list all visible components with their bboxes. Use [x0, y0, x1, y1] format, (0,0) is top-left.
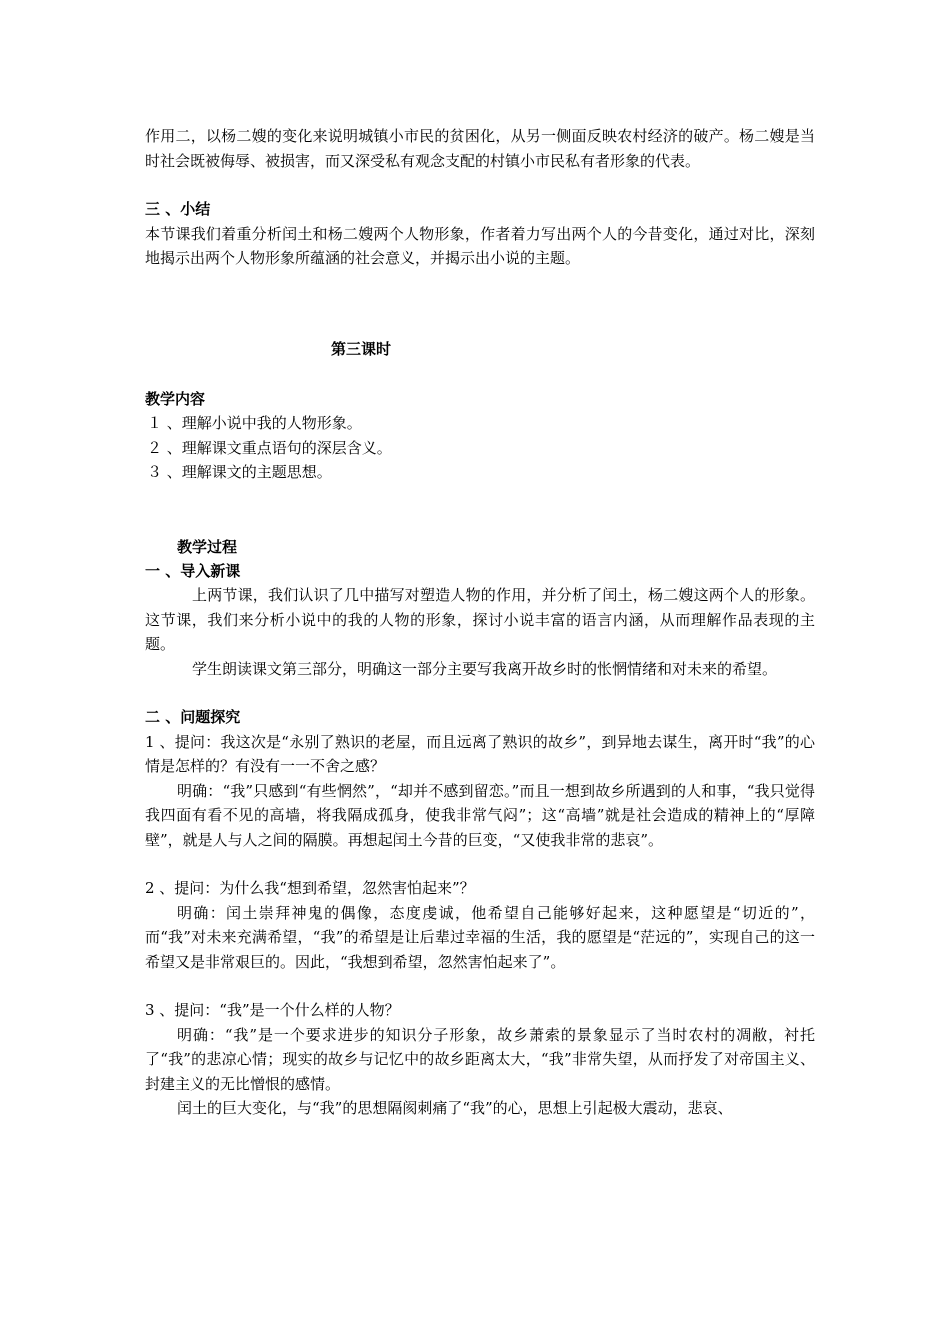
paragraph-role-two: 作用二，以杨二嫂的变化来说明城镇小市民的贫困化，从另一侧面反映农村经济的破产。杨二嫂是当时社会既被侮辱、被损害，而又深受私有观念支配的村镇小市民私有者形象的代表。: [145, 127, 815, 170]
intro-paragraph-2: 学生朗读课文第三部分，明确这一部分主要写我离开故乡时的怅惘情绪和对未来的希望。: [192, 659, 778, 678]
question-2: 2 、提问：为什么我“想到希望，忽然害怕起来”？: [145, 879, 475, 897]
answer-3-continued: 闰土的巨大变化，与“我”的思想隔阂刺痛了“我”的心，思想上引起极大震动，悲哀、: [177, 1099, 733, 1117]
answer-3: 明确：“我”是一个要求进步的知识分子形象，故乡萧索的景象显示了当时农村的凋敝，衬托了“我”的悲凉心情；现实的故乡与记忆中的故乡距离太大，“我”非常失望，从而抒发了对帝国主义、封建主义的无比憎恨的感情。: [145, 1025, 815, 1093]
question-3: 3 、提问：“我”是一个什么样的人物？: [145, 1001, 400, 1019]
lesson-title: 第三课时: [331, 339, 392, 358]
content-item-2: ２ 、理解课文重点语句的深层含义。: [147, 438, 392, 457]
content-item-1: １ 、理解小说中我的人物形象。: [147, 414, 362, 432]
question-1: 1 、提问：我这次是“永别了熟识的老屋，而且远离了熟识的故乡”，到异地去谋生，离开时“我”的心情是怎样的？有没有一一不舍之感？: [145, 732, 815, 775]
answer-1: 明确：“我”只感到“有些惘然”，“却并不感到留恋。”而且一想到故乡所遇到的人和事，“我只觉得我四面有看不见的高墙，将我隔成孤身，使我非常气闷”；这“高墙”就是社会造成的精神上的“厚障壁”，就是人与人之间的隔膜。再想起闰土今昔的巨变，“又使我非常的悲哀”。: [145, 781, 815, 849]
inquiry-heading: 二 、问题探究: [145, 708, 241, 726]
content-item-3: ３ 、理解课文的主题思想。: [147, 463, 332, 481]
content-heading: 教学内容: [145, 389, 206, 408]
answer-2: 明确：闰土崇拜神鬼的偶像，态度虔诚，他希望自己能够好起来，这种愿望是“切近的”，而“我”对未来充满希望，“我”的希望是让后辈过幸福的生活，我的愿望是“茫远的”，实现自己的这一希望又是非常艰巨的。因此，“我想到希望，忽然害怕起来了”。: [145, 903, 815, 971]
intro-heading: 一 、导入新课: [145, 561, 241, 580]
summary-text: 本节课我们着重分析闰土和杨二嫂两个人物形象，作者着力写出两个人的今昔变化，通过对比，深刻地揭示出两个人物形象所蕴涵的社会意义，并揭示出小说的主题。: [145, 224, 815, 267]
document-page: [145, 124, 815, 1121]
process-heading: 教学过程: [177, 537, 238, 556]
summary-heading: 三 、小结: [145, 200, 211, 218]
intro-paragraph-1: 上两节课，我们认识了几中描写对塑造人物的作用，并分析了闰土，杨二嫂这两个人的形象。这节课，我们来分析小说中的我的人物的形象，探讨小说丰富的语言内涵，从而理解作品表现的主题。: [145, 586, 815, 653]
